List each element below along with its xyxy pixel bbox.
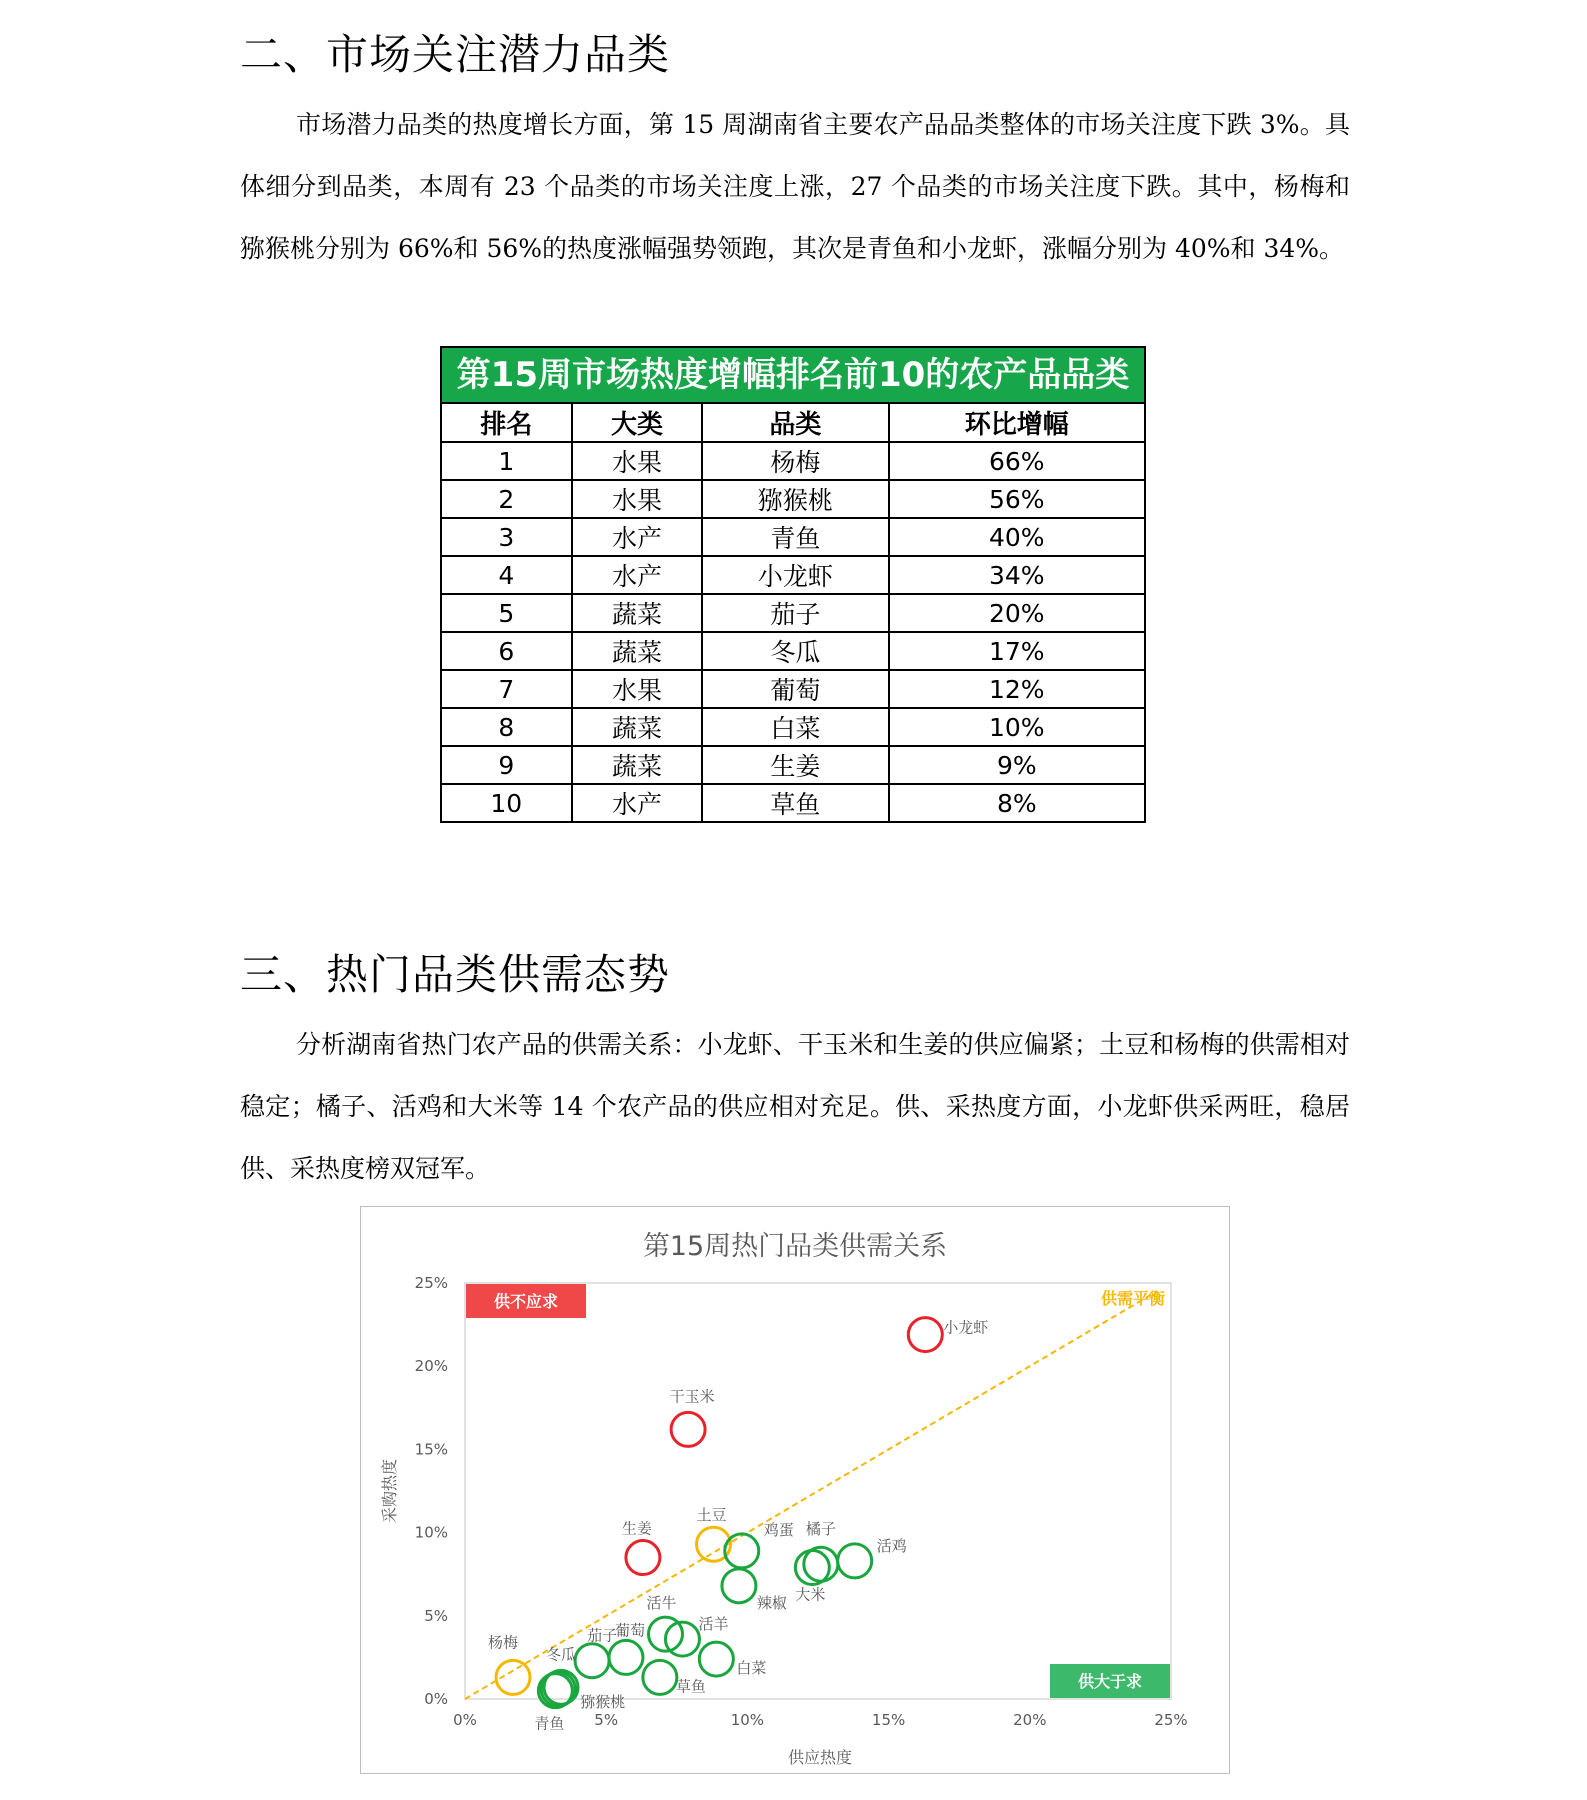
growth-cell: 12% xyxy=(889,670,1145,708)
category-cell: 水果 xyxy=(572,442,703,480)
growth-cell: 20% xyxy=(889,594,1145,632)
point-label: 葡萄 xyxy=(614,1621,645,1640)
column-header: 品类 xyxy=(702,403,888,442)
shortage-badge xyxy=(466,1284,586,1318)
growth-cell: 40% xyxy=(889,518,1145,556)
point-label: 活鸡 xyxy=(876,1536,907,1555)
data-points xyxy=(488,1318,988,1733)
product-cell: 冬瓜 xyxy=(702,632,888,670)
product-cell: 生姜 xyxy=(702,746,888,784)
rank-cell: 6 xyxy=(441,632,572,670)
product-cell: 草鱼 xyxy=(702,784,888,822)
shortage-label: 供不应求 xyxy=(493,1292,559,1311)
growth-cell: 8% xyxy=(889,784,1145,822)
x-tick-label: 5% xyxy=(594,1711,619,1729)
point-label: 生姜 xyxy=(621,1519,652,1538)
point-label: 土豆 xyxy=(696,1506,727,1525)
y-tick-label: 10% xyxy=(414,1523,448,1542)
point-活鸡 xyxy=(838,1544,872,1578)
rank-cell: 4 xyxy=(441,556,572,594)
ranking-table xyxy=(440,346,1146,823)
product-cell: 葡萄 xyxy=(702,670,888,708)
rank-cell: 10 xyxy=(441,784,572,822)
rank-cell: 2 xyxy=(441,480,572,518)
y-axis-label: 采购热度 xyxy=(380,1458,399,1524)
chart-title: 第15周热门品类供需关系 xyxy=(642,1231,948,1262)
section3-heading: 三、热门品类供需态势 xyxy=(240,950,671,999)
point-label: 青鱼 xyxy=(534,1714,565,1733)
point-猕猴桃 xyxy=(541,1672,575,1706)
column-header: 排名 xyxy=(441,403,572,442)
product-cell: 白菜 xyxy=(702,708,888,746)
point-干玉米 xyxy=(671,1412,705,1446)
x-tick-label: 10% xyxy=(730,1711,765,1729)
section3-paragraph: 分析湖南省热门农产品的供需关系：小龙虾、干玉米和生姜的供应偏紧；土豆和杨梅的供需相对稳定；橘子、活鸡和大米等 14 个农产品的供应相对充足。供、采热度方面，小龙虾供采两旺，稳居供、采热度榜双冠军。 xyxy=(240,1030,1350,1183)
y-tick-label: 5% xyxy=(424,1606,448,1625)
x-tick-label: 25% xyxy=(1154,1711,1188,1729)
rank-cell: 3 xyxy=(441,518,572,556)
table-row xyxy=(441,670,1145,708)
growth-cell: 9% xyxy=(889,746,1145,784)
table-row xyxy=(441,784,1145,822)
product-cell: 茄子 xyxy=(702,594,888,632)
point-草鱼 xyxy=(643,1660,677,1694)
ranking-table-title: 第15周市场热度增幅排名前10的农产品品类 xyxy=(440,346,1146,402)
product-cell: 青鱼 xyxy=(702,518,888,556)
table-row xyxy=(441,556,1145,594)
point-小龙虾 xyxy=(908,1318,942,1352)
point-label: 大米 xyxy=(795,1585,826,1604)
category-cell: 蔬菜 xyxy=(572,594,703,632)
point-辣椒 xyxy=(722,1569,756,1603)
point-label: 干玉米 xyxy=(669,1387,715,1406)
column-header: 环比增幅 xyxy=(889,403,1145,442)
point-label: 活羊 xyxy=(698,1615,729,1634)
rank-cell: 9 xyxy=(441,746,572,784)
category-cell: 水果 xyxy=(572,480,703,518)
section2-paragraph: 市场潜力品类的热度增长方面，第 15 周湖南省主要农产品品类整体的市场关注度下跌 3%。具体细分到品类，本周有 23 个品类的市场关注度上涨，27 个品类的市场关注度下跌。其中，杨梅和猕猴桃分别为 66%和 56%的热度涨幅强势领跑，其次是青鱼和小龙虾，涨幅分别为 40%和 34%。 xyxy=(240,110,1350,263)
table-row xyxy=(441,746,1145,784)
x-tick-label: 20% xyxy=(1013,1711,1047,1729)
table-row xyxy=(441,594,1145,632)
y-tick-label: 20% xyxy=(414,1357,448,1376)
point-label: 橘子 xyxy=(805,1520,836,1539)
y-tick-label: 25% xyxy=(414,1274,448,1292)
scatter-plot xyxy=(361,1207,1229,1773)
surplus-label: 供大于求 xyxy=(1077,1672,1143,1691)
product-cell: 小龙虾 xyxy=(702,556,888,594)
x-tick-label: 0% xyxy=(453,1711,477,1729)
point-label: 白菜 xyxy=(736,1659,767,1678)
point-白菜 xyxy=(699,1642,733,1676)
rank-cell: 8 xyxy=(441,708,572,746)
point-label: 辣椒 xyxy=(756,1593,787,1612)
table-row xyxy=(441,442,1145,480)
category-cell: 蔬菜 xyxy=(572,632,703,670)
table-header-row xyxy=(441,403,1145,442)
point-label: 茄子 xyxy=(587,1626,618,1645)
x-tick-label: 15% xyxy=(871,1711,906,1729)
point-label: 草鱼 xyxy=(675,1677,706,1696)
surplus-badge xyxy=(1050,1664,1170,1698)
product-cell: 猕猴桃 xyxy=(702,480,888,518)
y-tick-label: 0% xyxy=(424,1690,448,1708)
point-label: 猕猴桃 xyxy=(580,1693,626,1712)
category-cell: 蔬菜 xyxy=(572,708,703,746)
point-label: 鸡蛋 xyxy=(763,1520,794,1539)
y-axis-ticks xyxy=(415,1274,448,1708)
rank-cell: 5 xyxy=(441,594,572,632)
growth-cell: 34% xyxy=(889,556,1145,594)
balance-line xyxy=(465,1291,1157,1699)
growth-cell: 10% xyxy=(889,708,1145,746)
point-葡萄 xyxy=(609,1640,643,1674)
y-tick-label: 15% xyxy=(414,1440,448,1459)
point-label: 杨梅 xyxy=(488,1633,519,1652)
category-cell: 水产 xyxy=(572,784,703,822)
table-row xyxy=(441,518,1145,556)
point-label: 冬瓜 xyxy=(546,1645,577,1664)
table-row xyxy=(441,480,1145,518)
column-header: 大类 xyxy=(572,403,703,442)
product-cell: 杨梅 xyxy=(702,442,888,480)
category-cell: 水产 xyxy=(572,556,703,594)
table-row xyxy=(441,632,1145,670)
category-cell: 水产 xyxy=(572,518,703,556)
rank-cell: 7 xyxy=(441,670,572,708)
supply-demand-chart xyxy=(360,1206,1230,1774)
section2-heading: 二、市场关注潜力品类 xyxy=(240,30,671,79)
balance-label: 供需平衡 xyxy=(1100,1289,1165,1308)
rank-cell: 1 xyxy=(441,442,572,480)
point-茄子 xyxy=(575,1644,609,1678)
point-label: 小龙虾 xyxy=(943,1318,989,1337)
growth-cell: 17% xyxy=(889,632,1145,670)
growth-cell: 66% xyxy=(889,442,1145,480)
point-label: 活牛 xyxy=(646,1594,677,1613)
point-生姜 xyxy=(626,1541,660,1575)
category-cell: 水果 xyxy=(572,670,703,708)
table-row xyxy=(441,708,1145,746)
x-axis-label: 供应热度 xyxy=(787,1748,853,1767)
growth-cell: 56% xyxy=(889,480,1145,518)
category-cell: 蔬菜 xyxy=(572,746,703,784)
